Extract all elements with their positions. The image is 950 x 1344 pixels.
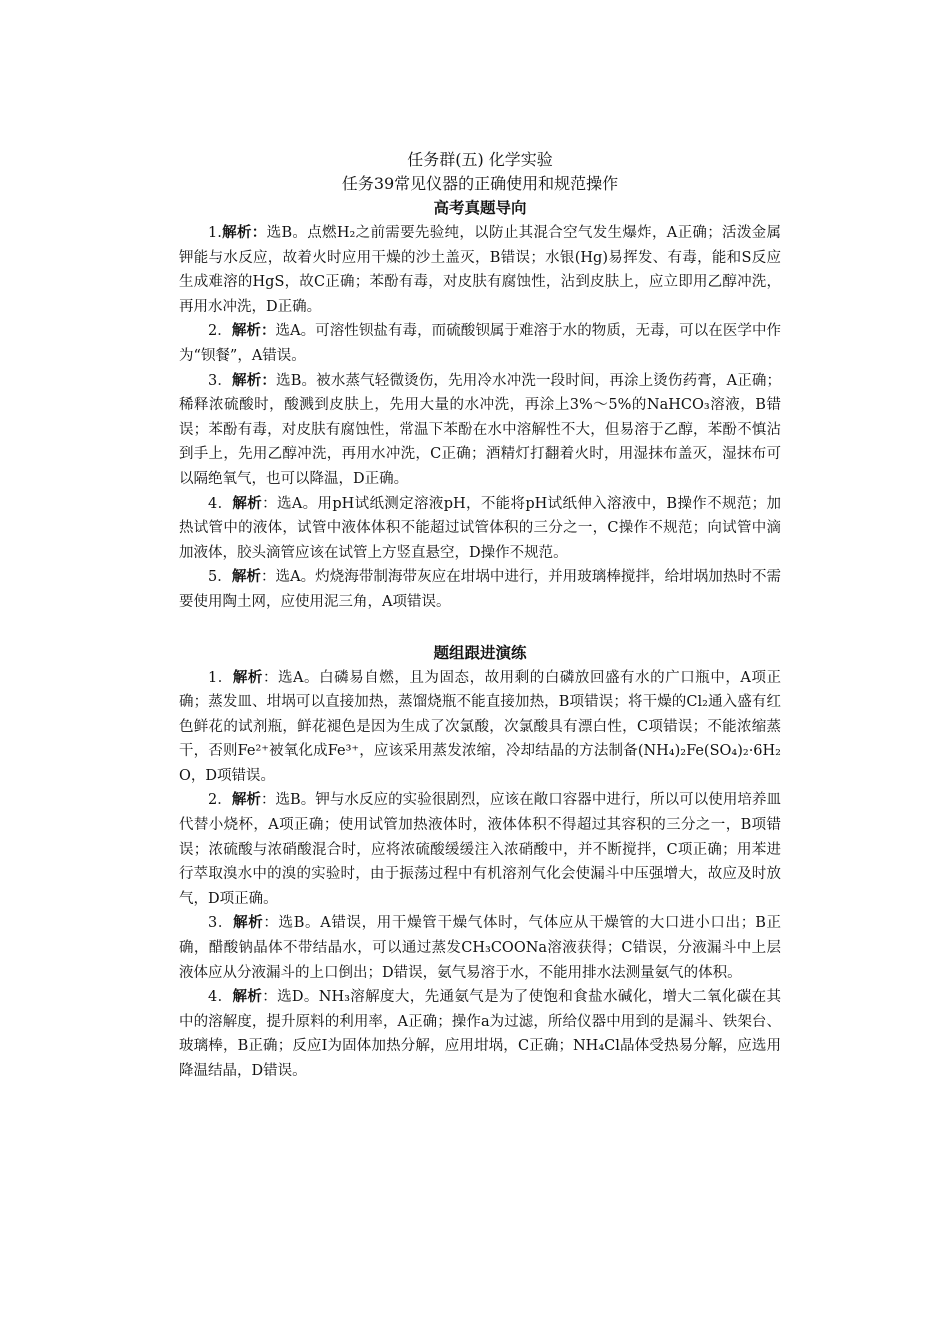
section-practice-items xyxy=(179,666,781,1084)
section-gap xyxy=(179,615,781,641)
section-title-practice: 题组跟进演练 xyxy=(433,642,527,662)
answer-item: 4．解析：选D。NH₃溶解度大，先通氨气是为了使饱和食盐水碱化，增大二氧化碳在其中的溶解度，提升原料的利用率，A正确；操作a为过滤，所给仪器中用到的是漏斗、铁架台、玻璃棒，B正确；反应Ⅰ为固体加热分解，应用坩埚，C正确；NH₄Cl晶体受热易分解，应选用降温结晶，D错误。 xyxy=(179,988,781,1079)
answer-item: 4．解析：选A。用pH试纸测定溶液pH，不能将pH试纸伸入溶液中，B操作不规范；加热试管中的液体，试管中液体体积不能超过试管体积的三分之一，C操作不规范；向试管中滴加液体，胶头滴管应该在试管上方竖直悬空，D操作不规范。 xyxy=(179,494,781,561)
answer-item: 3．解析：选B。A错误，用干燥管干燥气体时，气体应从干燥管的大口进小口出；B正确，醋酸钠晶体不带结晶水，可以通过蒸发CH₃COONa溶液获得；C错误，分液漏斗中上层液体应从分液漏斗的上口倒出；D错误，氨气易溶于水，不能用排水法测量氨气的体积。 xyxy=(179,914,782,981)
answer-item: 1．解析：选A。白磷易自燃，且为固态，故用剩的白磷放回盛有水的广口瓶中，A项正确；蒸发皿、坩埚可以直接加热，蒸馏烧瓶不能直接加热，B项错误；将干燥的Cl₂通入盛有红色鲜花的试剂瓶，鲜花褪色是因为生成了次氯酸，次氯酸具有漂白性，C项错误；不能浓缩蒸干，否则Fe²⁺被氧化成Fe³⁺，应该采用蒸发浓缩，冷却结晶的方法制备(NH₄)₂Fe(SO₄)₂·6H₂O，D项错误。 xyxy=(179,668,781,784)
answer-item: 1.解析：选B。点燃H₂之前需要先验纯，以防止其混合空气发生爆炸，A正确；活泼金属钾能与水反应，故着火时应用干燥的沙土盖灭，B错误；水银(Hg)易挥发、有毒，能和S反应生成难溶的HgS，故C正确；苯酚有毒，对皮肤有腐蚀性，沾到皮肤上，应立即用乙醇冲洗，再用水冲洗，D正确。 xyxy=(179,224,781,315)
answer-item: 5．解析：选A。灼烧海带制海带灰应在坩埚中进行，并用玻璃棒搅拌，给坩埚加热时不需要使用陶土网，应使用泥三角，A项错误。 xyxy=(179,568,781,610)
answer-item: 2．解析：选A。可溶性钡盐有毒，而硫酸钡属于难溶于水的物质，无毒，可以在医学中作为“钡餐”，A错误。 xyxy=(179,322,782,364)
answer-item: 3．解析：选B。被水蒸气轻微烫伤，先用冷水冲洗一段时间，再涂上烫伤药膏，A正确；稀释浓硫酸时，酸溅到皮肤上，先用大量的水冲洗，再涂上3%～5%的NaHCO₃溶液，B错误；苯酚有毒，对皮肤有腐蚀性，常温下苯酚在水中溶解性不大，但易溶于乙醇，苯酚不慎沾到手上，先用乙醇冲洗，再用水冲洗，C正确；酒精灯打翻着火时，用湿抹布盖灭，湿抹布可以隔绝氧气，也可以降温，D正确。 xyxy=(179,371,782,487)
section-gaokao-items xyxy=(179,221,781,615)
section-title-gaokao: 高考真题导向 xyxy=(433,198,527,217)
answer-item: 2．解析：选B。钾与水反应的实验很剧烈，应该在敞口容器中进行，所以可以使用培养皿代替小烧杯，A项正确；使用试管加热液体时，液体体积不得超过其容积的三分之一，B项错误；浓硫酸与浓硝酸混合时，应将浓硫酸缓缓注入浓硝酸中，并不断搅拌，C项正确；用苯进行萃取溴水中的溴的实验时，由于振荡过程中有机溶剂气化会使漏斗中压强增大，故应及时放气，D项正确。 xyxy=(179,791,781,907)
document-page xyxy=(179,148,781,1084)
doc-title-line1: 任务群(五) 化学实验 xyxy=(407,150,553,169)
doc-title-line2: 任务39常见仪器的正确使用和规范操作 xyxy=(341,174,619,193)
